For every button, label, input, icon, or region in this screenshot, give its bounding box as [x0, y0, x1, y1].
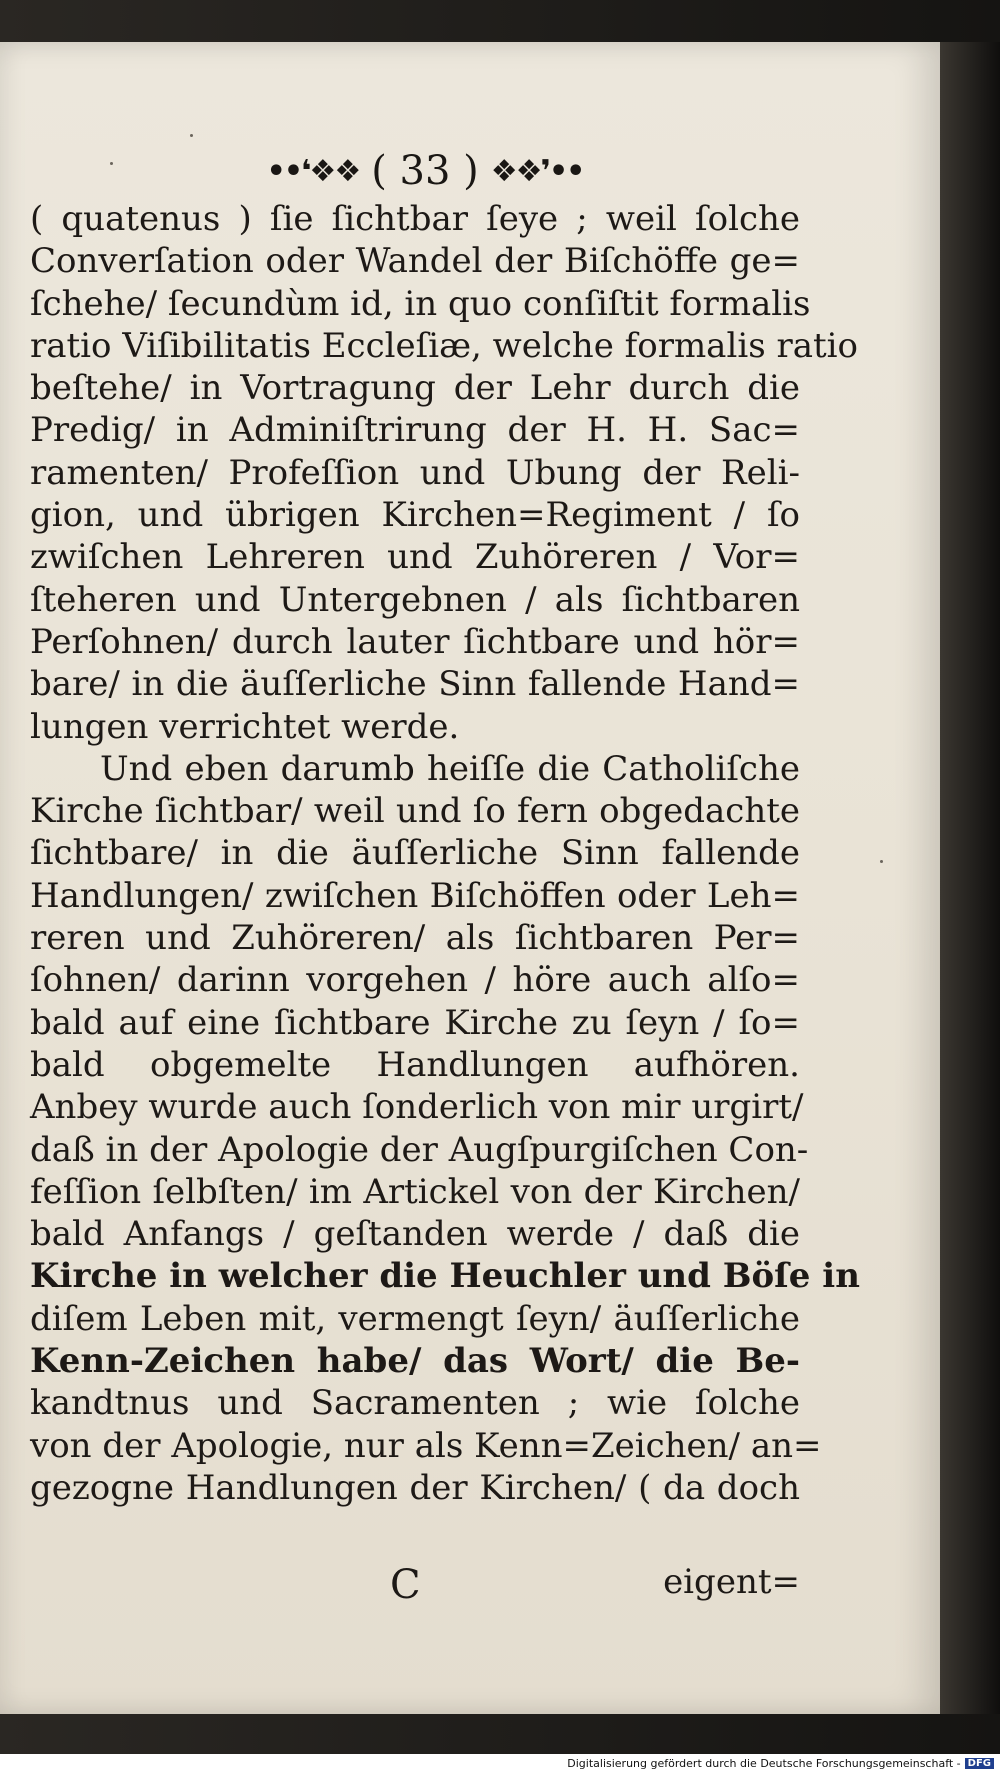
text-line: ratio Viſibilitatis Eccleſiæ, welche formalis ratio [30, 325, 858, 366]
page-number: ( 33 ) [371, 148, 479, 194]
text-line: beſtehe/ in Vortragung der Lehr durch die [30, 368, 800, 409]
text-line: reren und Zuhöreren/ als ſichtbaren Per= [30, 918, 800, 959]
running-header [250, 146, 600, 196]
text-line: kandtnus und Sacramenten ; wie ſolche [30, 1383, 800, 1424]
credit-text: Digitalisierung gefördert durch die Deutsche Forschungsgemeinschaft - [567, 1756, 961, 1770]
dfg-logo: DFG [965, 1758, 994, 1769]
header-ornament-right: ❖❖❜•• [490, 153, 584, 189]
text-line: ramenten/ Profeſſion und Ubung der Reli- [30, 452, 800, 493]
page-shadow-edge [940, 42, 1000, 1714]
text-line: daß in der Apologie der Augſpurgiſchen Con- [30, 1129, 809, 1170]
text-line: lungen verrichtet werde. [30, 706, 460, 747]
digitization-credit-bar [0, 1754, 1000, 1772]
text-line: gion, und übrigen Kirchen=Regiment / ſo [30, 495, 800, 536]
text-line: bald obgemelte Handlungen aufhören. [30, 1044, 800, 1085]
text-line: feſſion ſelbſten/ im Artickel von der Kirchen/ [30, 1171, 800, 1212]
paper-speck [880, 860, 883, 863]
text-line: ſichtbare/ in die äuſſerliche Sinn fallende [30, 833, 800, 874]
text-line: ſchehe/ ſecundùm id, in quo conſiſtit formalis [30, 283, 811, 324]
header-ornament-left: ••❛❖❖ [266, 153, 360, 189]
signature-mark: C [390, 1562, 421, 1608]
text-line: Kenn-Zeichen habe/ das Wort/ die Be- [30, 1341, 800, 1382]
text-line: Kirche ſichtbar/ weil und ſo fern obgedachte [30, 791, 800, 832]
text-line: bald Anfangs / geſtanden werde / daß die [30, 1214, 800, 1255]
text-line: Anbey wurde auch ſonderlich von mir urgirt/ [30, 1087, 804, 1128]
text-line: Kirche in welcher die Heuchler und Böſe in [30, 1256, 860, 1297]
text-line: ſohnen/ darinn vorgehen / höre auch alſo= [30, 960, 800, 1001]
page-foot [30, 1562, 800, 1610]
text-line: von der Apologie, nur als Kenn=Zeichen/ an= [30, 1425, 822, 1466]
catchword: eigent= [663, 1562, 800, 1602]
text-line: Predig/ in Adminiſtrirung der H. H. Sac= [30, 410, 800, 451]
text-line: ( quatenus ) ſie ſichtbar ſeye ; weil ſolche [30, 199, 800, 239]
body-text [30, 198, 860, 1509]
text-line: gezogne Handlungen der Kirchen/ ( da doch [30, 1467, 800, 1508]
text-line: ſteheren und Untergebnen / als ſichtbaren [30, 579, 800, 620]
text-line: Und eben darumb heiſſe die Catholiſche [100, 748, 800, 789]
text-line: diſem Leben mit, vermengt ſeyn/ äuſſerliche [30, 1298, 800, 1339]
text-line: zwiſchen Lehreren und Zuhöreren / Vor= [30, 537, 800, 578]
text-line: bare/ in die äuſſerliche Sinn fallende Hand= [30, 664, 800, 705]
text-line: Converſation oder Wandel der Biſchöffe ge= [30, 241, 800, 282]
text-line: Perſohnen/ durch lauter ſichtbare und hör= [30, 621, 800, 662]
text-line: bald auf eine ſichtbare Kirche zu ſeyn / ſo= [30, 1002, 800, 1043]
text-line: Handlungen/ zwiſchen Biſchöffen oder Leh= [30, 875, 800, 916]
paper-speck [110, 162, 113, 165]
paper-speck [190, 134, 193, 137]
